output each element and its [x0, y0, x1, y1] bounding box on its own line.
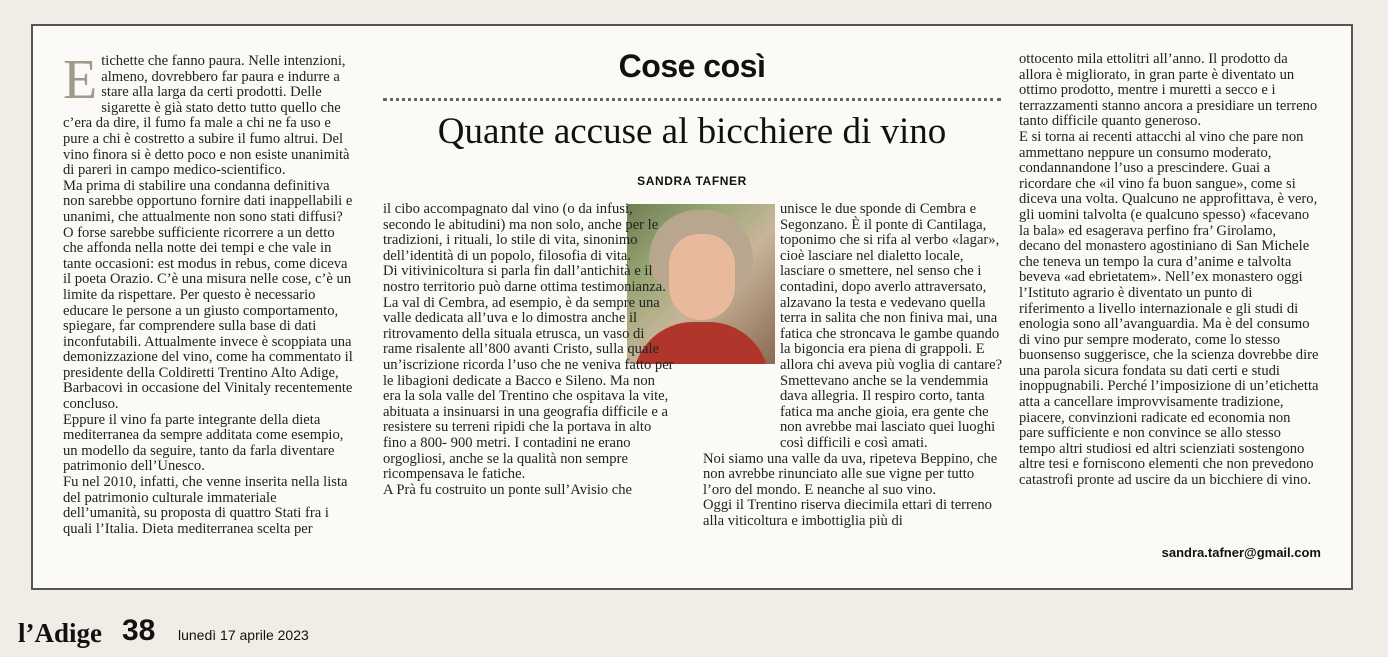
paragraph: Ma prima di stabilire una condanna definitiva non sarebbe opportuno fornire dati inappellabili e unanimi, che attualmente non sono stati diffusi? O forse sarebbe sufficiente ricorrere a un detto che affonda nella notte dei tempi e che vale in tante occasioni: est modus in rebus, come diceva il poeta Orazio. C’è una misura nelle cose, c’è un limite da rispettare. Per questo è necessario educare le persone a un giusto comportamento, spiegare, far comprendere sulla base di dati inconfutabili. Attualmente invece è scoppiata una demonizzazione del vino, come ha commentato il presidente della Coldiretti Trentino Alto Adige, Barbacovi in occasione del Vinitaly recentemente concluso.: [63, 177, 353, 413]
paragraph: Fu nel 2010, infatti, che venne inserita nella lista del patrimonio culturale immateriale dell’umanità, su proposta di quattro Stati fra i quali l’Italia. Dieta mediterranea scelta per: [63, 474, 348, 537]
paragraph: Eppure il vino fa parte integrante della dieta mediterranea da sempre additata come esempio, un modello da seguire, tanto da farla diventare patrimonio dell’Unesco.: [63, 411, 344, 475]
issue-date: lunedì 17 aprile 2023: [178, 627, 309, 643]
paragraph: A Prà fu costruito un ponte sull’Avisio che: [383, 481, 633, 498]
page-number: 38: [122, 614, 156, 647]
column-3: [703, 202, 1003, 529]
section-kicker: Cose così: [618, 48, 766, 84]
paragraph: E si torna ai recenti attacchi al vino che pare non ammettano neppure un consumo moderato, condannandone l’uso a prescindere. Guai a ricordare che «il vino fa buon sangue», come si diceva una volta. Qualcuno ne approfittava, è vero, gli uomini talvolta (e qualcuno spesso) «facevano la bala» ed esagerava perfino fra’ Girolamo, decano del monastero agostiniano di San Michele che teneva un tempo la cura d’anime e talvolta beveva «ad ebrietatem». Nell’ex monastero oggi l’Istituto agrario è diventato un punto di riferimento a livello internazionale e gli studi di enologia sono all’avanguardia. Ma è del consumo di vino pur sempre moderato, come lo stesso buonsenso suggerisce, che la scienza dovrebbe dire una parola sicura fondata su dati certi e studi inoppugnabili. Perché l’imposizione di un’etichetta atta a cancellare improvvisamente tradizione, piacere, convinzioni radicate ed economia non pare sufficiente e non convince se allo stesso tempo altri studiosi ed altri scienziati sostengono altre tesi e forniscono elementi che non prevedono catastrofi pronte ad uscire da un bicchiere di vino.: [1019, 128, 1319, 489]
paragraph: ottocento mila ettolitri all’anno. Il prodotto da allora è migliorato, in gran parte è diventato un ottimo prodotto, mentre i muretti a secco e i terrazzamenti stanno ancora a presidiare un terreno tanto difficile quanto generoso.: [1019, 51, 1318, 130]
paragraph: tichette che fanno paura. Nelle intenzioni, almeno, dovrebbero far paura e indurre a stare alla larga da certi prodotti. Delle sigarette è già stato detto tutto quello che c’era da dire, il fumo fa male a chi ne fa uso e pure a chi è costretto a subire il fumo altrui. Del vino finora si è detto poco e non esiste unanimità di pareri in campo medico-scientifico.: [63, 53, 350, 179]
paragraph: unisce le due sponde di Cembra e Segonzano. È il ponte di Cantilaga, toponimo che si rifa al verbo «lagar», cioè lasciare nel dialetto locale, lasciare o smettere, nel senso che i contadini, dopo averlo attraversato, alzavano la testa e vedevano quella terra in salita che non finiva mai, una fatica che stroncava le gambe quando la bigoncia era piena di grappoli. E allora chi aveva più voglia di cantare? Smettevano anche se la vendemmia dava allegria. Il respiro corto, tanta fatica ma anche gioia, era gente che non avrebbe mai lasciato quei luoghi così difficili e così amati.: [780, 201, 1003, 451]
author-byline: SANDRA TAFNER: [637, 174, 747, 188]
column-4: [1019, 52, 1319, 489]
newspaper-logo: l’Adige: [18, 618, 102, 648]
dotted-divider: [383, 98, 1001, 101]
paragraph: La val di Cembra, ad esempio, è da sempre una valle dedicata all’uva e lo dimostra anche il ritrovamento della situala etrusca, un vaso di rame risalente all’800 avanti Cristo, sulla quale un’iscrizione ricorda l’uso che ne veniva fatto per le libagioni dedicate a Bacco e Sileno. Ma non era la sola valle del Trentino che ospitava la vite, abituata a insinuarsi in una geografia difficile e a resistere su terreni ripidi che la portava in alto fino a 800- 900 metri. I contadini ne erano orgogliosi, anche se la qualità non sempre ricompensava le fatiche.: [383, 294, 674, 483]
article-title: Quante accuse al bicchiere di vino: [437, 111, 947, 152]
column-1: [63, 49, 353, 537]
author-email[interactable]: sandra.tafner@gmail.com: [1161, 545, 1321, 560]
drop-cap: E: [63, 49, 98, 111]
paragraph: il cibo accompagnato dal vino (o da infusi, secondo le abitudini) ma non solo, anche per le tradizioni, i rituali, lo stile di vita, sinonimo dell’identità di un popolo, filosofia di vita.: [383, 201, 659, 264]
paragraph: Oggi il Trentino riserva diecimila ettari di terreno alla viticoltura e imbottiglia più di: [703, 497, 992, 529]
column-2: [383, 202, 675, 498]
paragraph: Noi siamo una valle da uva, ripeteva Beppino, che non avrebbe rinunciato alle sue vigne per tutto l’oro del mondo. E neanche al suo vino.: [703, 450, 998, 498]
article-frame: [31, 24, 1353, 590]
paragraph: Di vitivinicoltura si parla fin dall’antichità e il nostro territorio può darne ottima testimonianza.: [383, 263, 666, 295]
